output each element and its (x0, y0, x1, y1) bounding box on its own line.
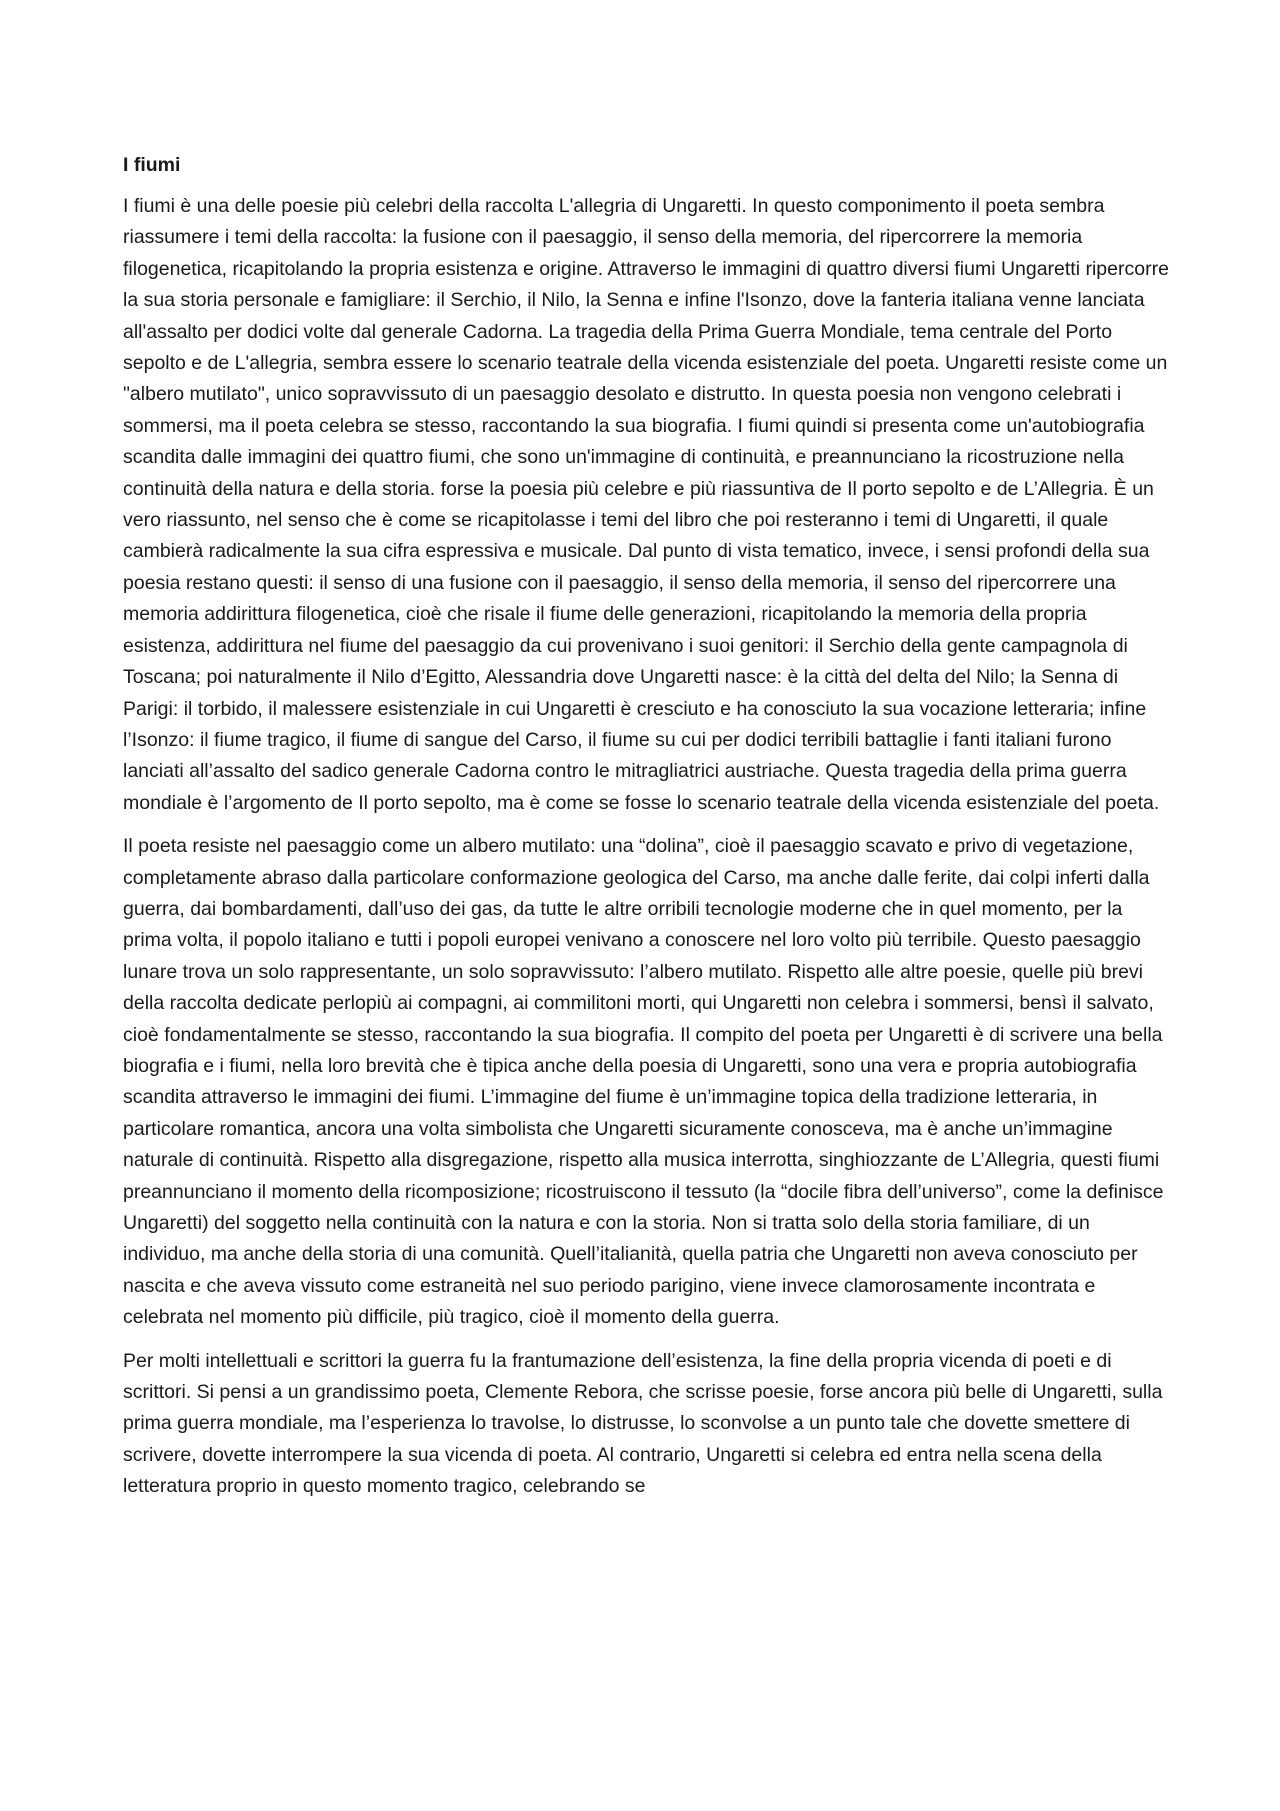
paragraph-2: Il poeta resiste nel paesaggio come un albero mutilato: una “dolina”, cioè il paesaggio scavato e privo di vegetazione, completamente abraso dalla particolare conformazione geologica del Carso, ma anche dalle ferite, dai colpi inferti dalla guerra, dai bombardamenti, dall’uso dei gas, da tutte le altre orribili tecnologie moderne che in quel momento, per la prima volta, il popolo italiano e tutti i popoli europei venivano a conoscere nel loro volto più terribile. Questo paesaggio lunare trova un solo rappresentante, un solo sopravvissuto: l’albero mutilato. Rispetto alle altre poesie, quelle più brevi della raccolta dedicate perlopiù ai compagni, ai commilitoni morti, qui Ungaretti non celebra i sommersi, bensì il salvato, cioè fondamentalmente se stesso, raccontando la sua biografia. Il compito del poeta per Ungaretti è di scrivere una bella biografia e i fiumi, nella loro brevità che è tipica anche della poesia di Ungaretti, sono una vera e propria autobiografia scandita attraverso le immagini dei fiumi. L’immagine del fiume è un’immagine topica della tradizione letteraria, in particolare romantica, ancora una volta simbolista che Ungaretti sicuramente conosceva, ma è anche un’immagine naturale di continuità. Rispetto alla disgregazione, rispetto alla musica interrotta, singhiozzante de L’Allegria, questi fiumi preannunciano il momento della ricomposizione; ricostruiscono il tessuto (la “docile fibra dell’universo”, come la definisce Ungaretti) del soggetto nella continuità con la natura e con la storia. Non si tratta solo della storia familiare, di un individuo, ma anche della storia di una comunità. Quell’italianità, quella patria che Ungaretti non aveva conosciuto per nascita e che aveva vissuto come estraneità nel suo periodo parigino, viene invece clamorosamente incontrata e celebrata nel momento più difficile, più tragico, cioè il momento della guerra. (123, 835, 1164, 1329)
paragraph-3: Per molti intellettuali e scrittori la guerra fu la frantumazione dell’esistenza, la fine della propria vicenda di poeti e di scrittori. Si pensi a un grandissimo poeta, Clemente Rebora, che scrisse poesie, forse ancora più belle di Ungaretti, sulla prima guerra mondiale, ma l’esperienza lo travolse, lo distrusse, lo sconvolse a un punto tale che dovette smettere di scrivere, dovette interrompere la sua vicenda di poeta. Al contrario, Ungaretti si celebra ed entra nella scena della letteratura proprio in questo momento tragico, celebrando se (123, 1349, 1163, 1498)
document-title: I fiumi (123, 154, 181, 176)
document-page (123, 150, 1170, 1515)
paragraph-1: I fiumi è una delle poesie più celebri della raccolta L'allegria di Ungaretti. In questo componimento il poeta sembra riassumere i temi della raccolta: la fusione con il paesaggio, il senso della memoria, del ripercorrere la memoria filogenetica, ricapitolando la propria esistenza e origine. Attraverso le immagini di quattro diversi fiumi Ungaretti ripercorre la sua storia personale e famigliare: il Serchio, il Nilo, la Senna e infine l'Isonzo, dove la fanteria italiana venne lanciata all'assalto per dodici volte dal generale Cadorna. La tragedia della Prima Guerra Mondiale, tema centrale del Porto sepolto e de L'allegria, sembra essere lo scenario teatrale della vicenda esistenziale del poeta. Ungaretti resiste come un "albero mutilato", unico sopravvissuto di un paesaggio desolato e distrutto. In questa poesia non vengono celebrati i sommersi, ma il poeta celebra se stesso, raccontando la sua biografia. I fiumi quindi si presenta come un'autobiografia scandita dalle immagini dei quattro fiumi, che sono un'immagine di continuità, e preannunciano la ricostruzione nella continuità della natura e della storia. forse la poesia più celebre e più riassuntiva de Il porto sepolto e de L’Allegria. È un vero riassunto, nel senso che è come se ricapitolasse i temi del libro che poi resteranno i temi di Ungaretti, il quale cambierà radicalmente la sua cifra espressiva e musicale. Dal punto di vista tematico, invece, i sensi profondi della sua poesia restano questi: il senso di una fusione con il paesaggio, il senso della memoria, il senso del ripercorrere una memoria addirittura filogenetica, cioè che risale il fiume delle generazioni, ricapitolando la memoria della propria esistenza, addirittura nel fiume del paesaggio da cui provenivano i suoi genitori: il Serchio della gente campagnola di Toscana; poi naturalmente il Nilo d’Egitto, Alessandria dove Ungaretti nasce: è la città del delta del Nilo; la Senna di Parigi: il torbido, il malessere esistenziale in cui Ungaretti è cresciuto e ha conosciuto la sua vocazione letteraria; infine l’Isonzo: il fiume tragico, il fiume di sangue del Carso, il fiume su cui per dodici terribili battaglie i fanti italiani furono lanciati all’assalto del sadico generale Cadorna contro le mitragliatrici austriache. Questa tragedia della prima guerra mondiale è l’argomento de Il porto sepolto, ma è come se fosse lo scenario teatrale della vicenda esistenziale del poeta. (123, 195, 1169, 814)
